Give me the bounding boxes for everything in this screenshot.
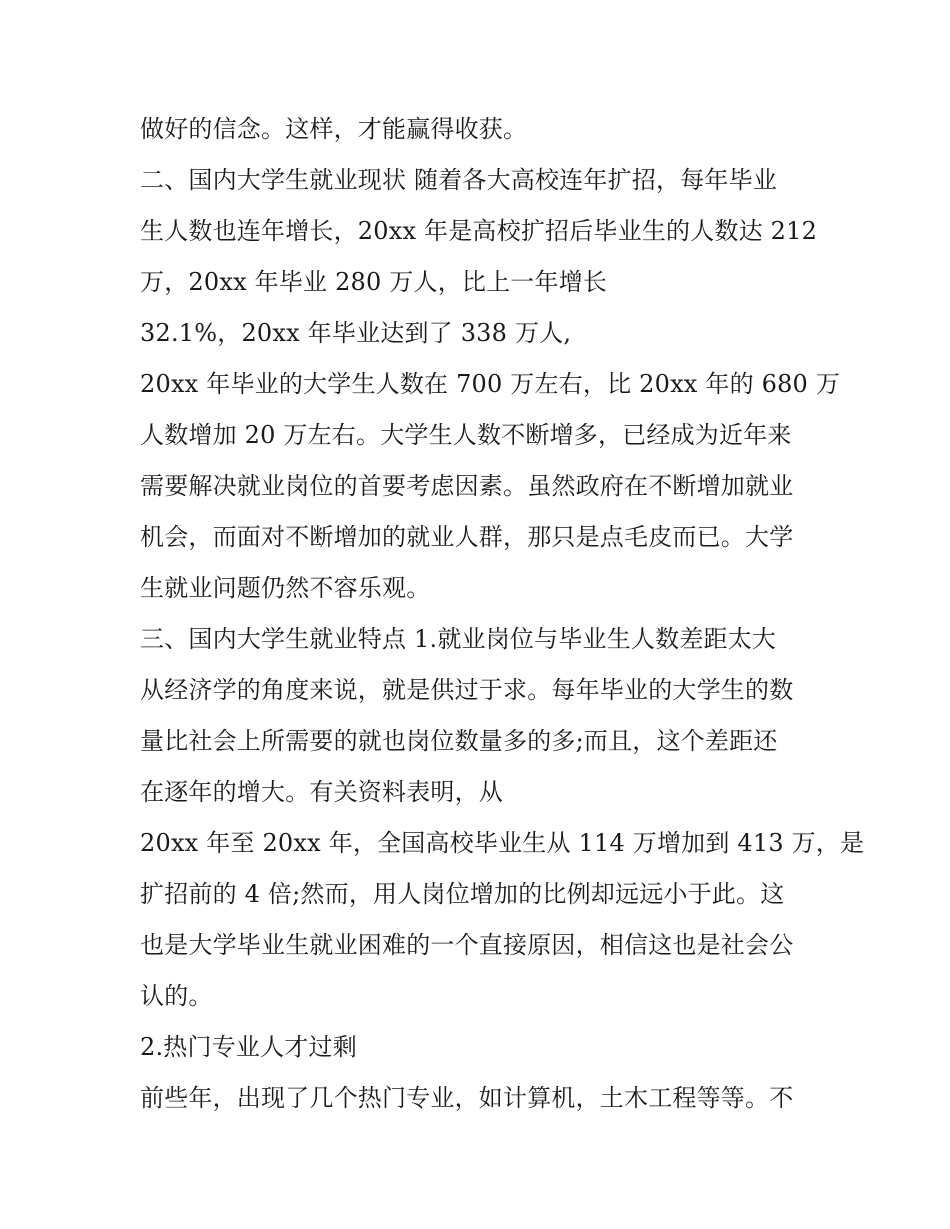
text-line: 2.热门专业人才过剩	[140, 1033, 357, 1061]
document-body	[140, 104, 865, 1124]
text-line: 生就业问题仍然不容乐观。	[140, 574, 431, 602]
text-line: 20xx 年毕业的大学生人数在 700 万左右，比 20xx 年的 680 万	[140, 370, 841, 398]
text-line: 也是大学毕业生就业困难的一个直接原因，相信这也是社会公	[140, 931, 794, 959]
text-line: 前些年，出现了几个热门专业，如计算机，土木工程等等。不	[140, 1084, 794, 1112]
text-line: 万，20xx 年毕业 280 万人，比上一年增长	[140, 268, 608, 296]
text-line: 量比社会上所需要的就也岗位数量多的多;而且，这个差距还	[140, 727, 778, 755]
text-line: 扩招前的 4 倍;然而，用人岗位增加的比例却远远小于此。这	[140, 880, 785, 908]
text-line: 在逐年的增大。有关资料表明，从	[140, 778, 503, 806]
text-line: 生人数也连年增长，20xx 年是高校扩招后毕业生的人数达 212	[140, 217, 818, 245]
text-line: 三、国内大学生就业特点 1.就业岗位与毕业生人数差距太大	[140, 625, 777, 653]
text-line: 从经济学的角度来说，就是供过于求。每年毕业的大学生的数	[140, 676, 794, 704]
text-line: 二、国内大学生就业现状 随着各大高校连年扩招，每年毕业	[140, 166, 778, 194]
text-line: 认的。	[140, 982, 213, 1010]
text-line: 做好的信念。这样，才能赢得收获。	[140, 115, 528, 143]
text-line: 需要解决就业岗位的首要考虑因素。虽然政府在不断增加就业	[140, 472, 794, 500]
text-line: 32.1%，20xx 年毕业达到了 338 万人,	[140, 319, 572, 347]
text-line: 人数增加 20 万左右。大学生人数不断增多，已经成为近年来	[140, 421, 792, 449]
text-line: 机会，而面对不断增加的就业人群，那只是点毛皮而已。大学	[140, 523, 794, 551]
text-line: 20xx 年至 20xx 年，全国高校毕业生从 114 万增加到 413 万，是	[140, 829, 865, 857]
